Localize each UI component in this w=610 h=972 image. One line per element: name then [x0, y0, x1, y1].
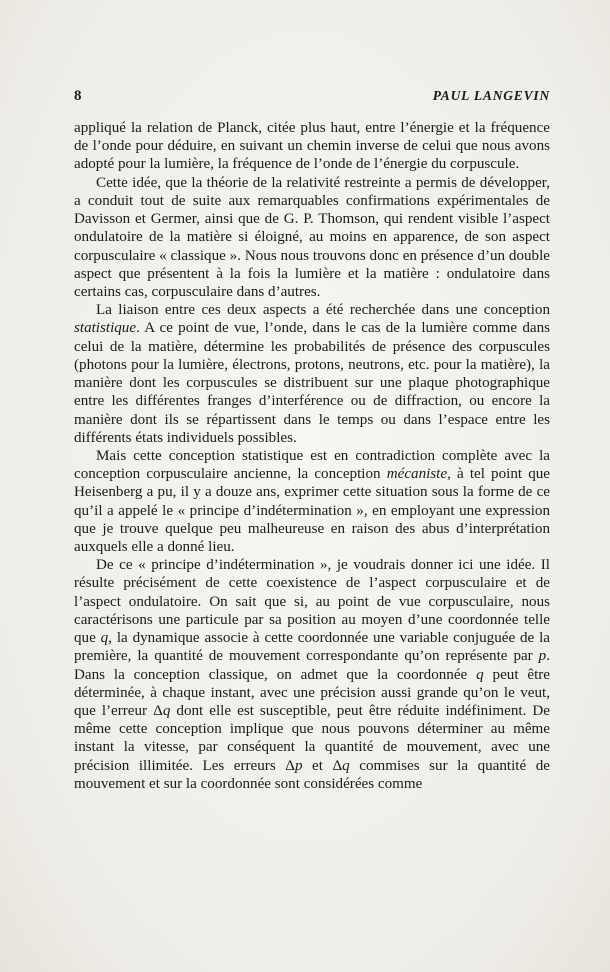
text-run: Mais cette conception statistique est en contradiction complète avec la conception corpusculaire ancienne, la conception	[74, 447, 550, 483]
paragraph-statistical	[74, 301, 550, 447]
paragraph-continued	[74, 119, 550, 174]
paragraph-relativity	[74, 174, 550, 302]
italic-text: p	[294, 757, 303, 774]
running-head: PAUL LANGEVIN	[432, 88, 550, 103]
italic-text: q	[162, 703, 171, 719]
text-run: , la dynamique associe à cette coordonnée une variable conjuguée de la première, la quantité de mouvement correspondante qu’on représente par	[74, 630, 550, 665]
text-run: Cette idée, que la théorie de la relativité restreinte a permis de développer, a conduit tout de suite aux remarquables confirmations expérimentales de Davisson et Germer, ainsi que de G. P. Thomson, qui rendent visible l’aspect ondulatoire de la matière si éloigné, au moins en apparence, de son aspect corpusculaire « classique ». Nous nous trouvons donc en présence d’un double aspect que présentent à la fois la lumière et la matière : ondulatoire dans certains cas, corpusculaire dans d’autres.	[74, 174, 550, 300]
text-run: La liaison entre ces deux aspects a été recherchée dans une conception	[96, 302, 550, 319]
text-run: . A ce point de vue, l’onde, dans le cas de la lumière comme dans celui de la matière, détermine les probabilités de présence des corpuscules (photons pour la lumière, électrons, protons, neutrons, etc. pour la matière), la manière dont les corpuscules se distribuent sur une plaque photographique entre les différentes franges d’interférence ou de diffraction, ou encore la manière dont ils se répartissent dans le temps ou dans l’espace entre les différents états individuels possibles.	[74, 320, 550, 446]
page-number: 8	[74, 88, 82, 104]
text-run: De ce « principe d’indétermination », je voudrais donner ici une idée. Il résulte précisément de cette coexistence de l’aspect corpusculaire et de l’aspect ondulatoire. On sait que si, au point de vue corpusculaire, nous caractérisons une particule par sa position au moyen d’une coordonnée telle que	[74, 557, 550, 647]
text-run: commises sur la quantité de mouvement et sur la coordonnée sont considérées comme	[74, 757, 550, 792]
body-text	[74, 119, 550, 793]
italic-text: q	[342, 757, 350, 774]
italic-text: statistique	[74, 320, 137, 337]
text-run: appliqué la relation de Planck, citée plus haut, entre l’énergie et la fréquence de l’onde pour déduire, en suivant un chemin inverse de celui que nous avons adopté pour la lumière, la fréquence de l’onde de l’énergie du corpuscule.	[74, 120, 550, 173]
paragraph-indetermination	[74, 556, 550, 793]
italic-text: mécaniste,	[386, 466, 451, 483]
text-run: dont elle est susceptible, peut être réduite indéfiniment. De même cette conception implique que nous pouvons déterminer au même instant la vitesse, par conséquent la quantité de mouvement, avec une précision illimitée. Les erreurs Δ	[74, 703, 550, 774]
italic-text: p	[538, 648, 547, 665]
text-run: et Δ	[302, 757, 343, 774]
page-header	[74, 88, 550, 106]
text-run: . Dans la conception classique, on admet que la coordonnée	[74, 648, 550, 683]
text-run: à tel point que Heisenberg a pu, il y a douze ans, exprimer cette situation sous la forme de ce qu’il a appelé le « principe d’indétermination », en employant une expression que je trouve quelque peu malheureuse en raison des abus d’interprétation auxquels elle a donné lieu.	[74, 466, 551, 556]
italic-text: q	[100, 630, 109, 647]
paragraph-heisenberg	[74, 447, 550, 556]
italic-text: q	[476, 666, 484, 683]
text-run: peut être déterminée, à chaque instant, avec une précision aussi grande qu’on le veut, que l’erreur Δ	[74, 666, 550, 719]
